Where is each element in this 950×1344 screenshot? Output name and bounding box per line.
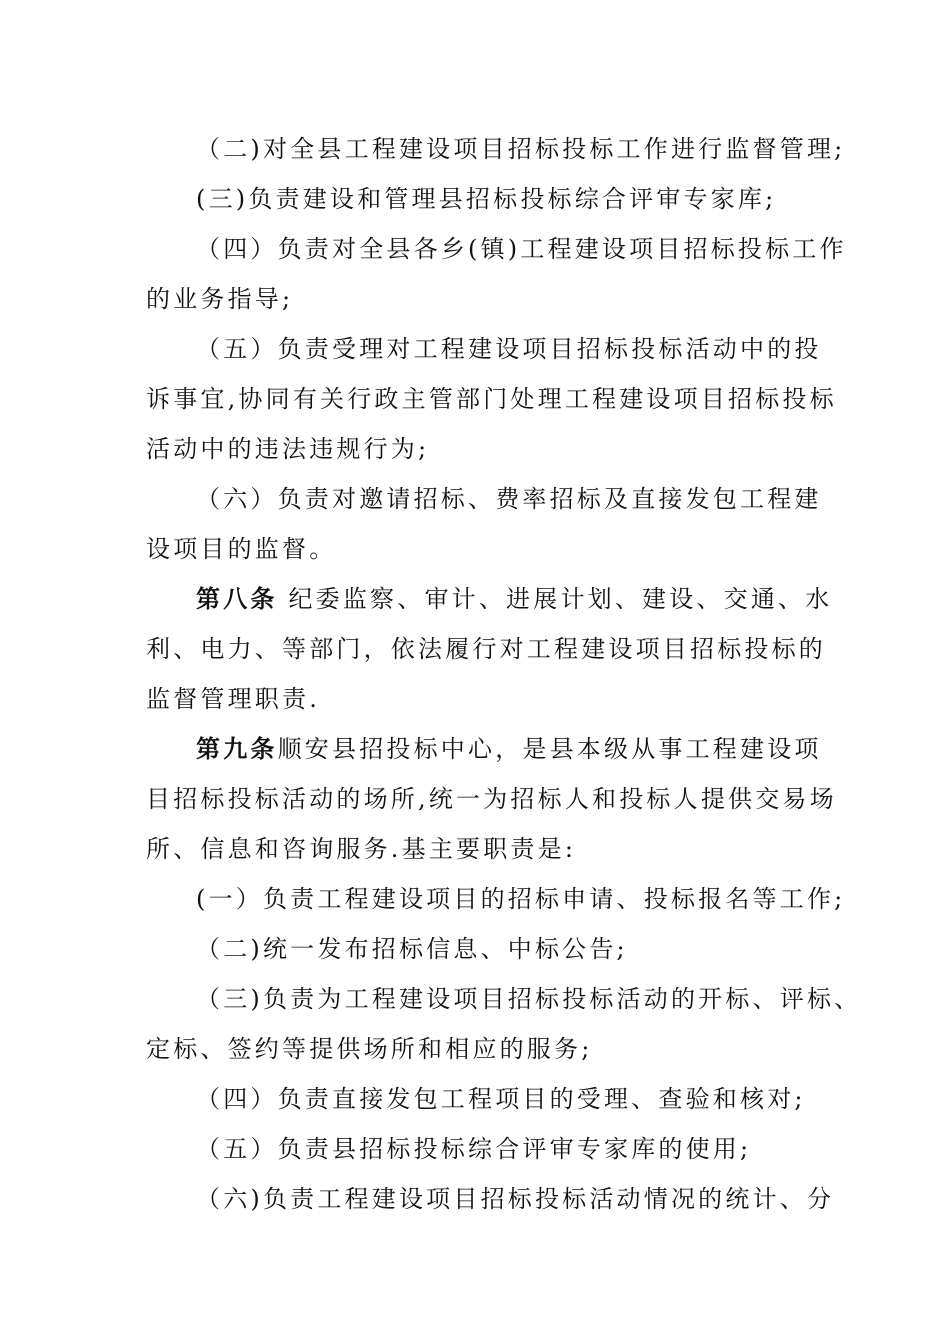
paragraph-line: 监督管理职责. — [146, 685, 321, 713]
paragraph-line: 所、信息和咨询服务.基主要职责是: — [146, 835, 577, 863]
paragraph-line: 定标、签约等提供场所和相应的服务; — [146, 1035, 593, 1063]
paragraph-line: 目招标投标活动的场所,统一为招标人和投标人提供交易场 — [146, 785, 837, 813]
paragraph-line: 设项目的监督。 — [146, 535, 337, 563]
paragraph-line: （五）负责受理对工程建设项目招标投标活动中的投 — [196, 335, 822, 363]
paragraph-line: （二)统一发布招标信息、中标公告; — [196, 935, 628, 963]
paragraph-line: (一）负责工程建设项目的招标申请、投标报名等工作; — [196, 885, 846, 913]
paragraph-line: 利、电力、等部门，依法履行对工程建设项目招标投标的 — [146, 635, 826, 663]
paragraph-line: (三)负责建设和管理县招标投标综合评审专家库; — [196, 185, 777, 213]
paragraph-line: 活动中的违法违规行为; — [146, 435, 430, 463]
article-label: 第九条 — [196, 734, 278, 763]
paragraph-line: （四）负责直接发包工程项目的受理、查验和核对; — [196, 1085, 806, 1113]
paragraph-line: 诉事宜,协同有关行政主管部门处理工程建设项目招标投标 — [146, 385, 837, 413]
paragraph-line: （二)对全县工程建设项目招标投标工作进行监督管理; — [196, 135, 846, 163]
paragraph-line: （六)负责工程建设项目招标投标活动情况的统计、分 — [196, 1185, 835, 1213]
article-8-heading: 第八条 纪委监察、审计、进展计划、建设、交通、水 — [196, 584, 833, 613]
paragraph-line: （六）负责对邀请招标、费率招标及直接发包工程建 — [196, 485, 822, 513]
paragraph-line: 的业务指导; — [146, 285, 294, 313]
article-9-heading: 第九条顺安县招投标中心，是县本级从事工程建设项 — [196, 734, 822, 763]
paragraph-line: （五）负责县招标投标综合评审专家库的使用; — [196, 1135, 752, 1163]
article-label: 第八条 — [196, 584, 278, 613]
paragraph-line: （三)负责为工程建设项目招标投标活动的开标、评标、 — [196, 985, 862, 1013]
paragraph-line: （四）负责对全县各乡(镇)工程建设项目招标投标工作 — [196, 235, 847, 263]
